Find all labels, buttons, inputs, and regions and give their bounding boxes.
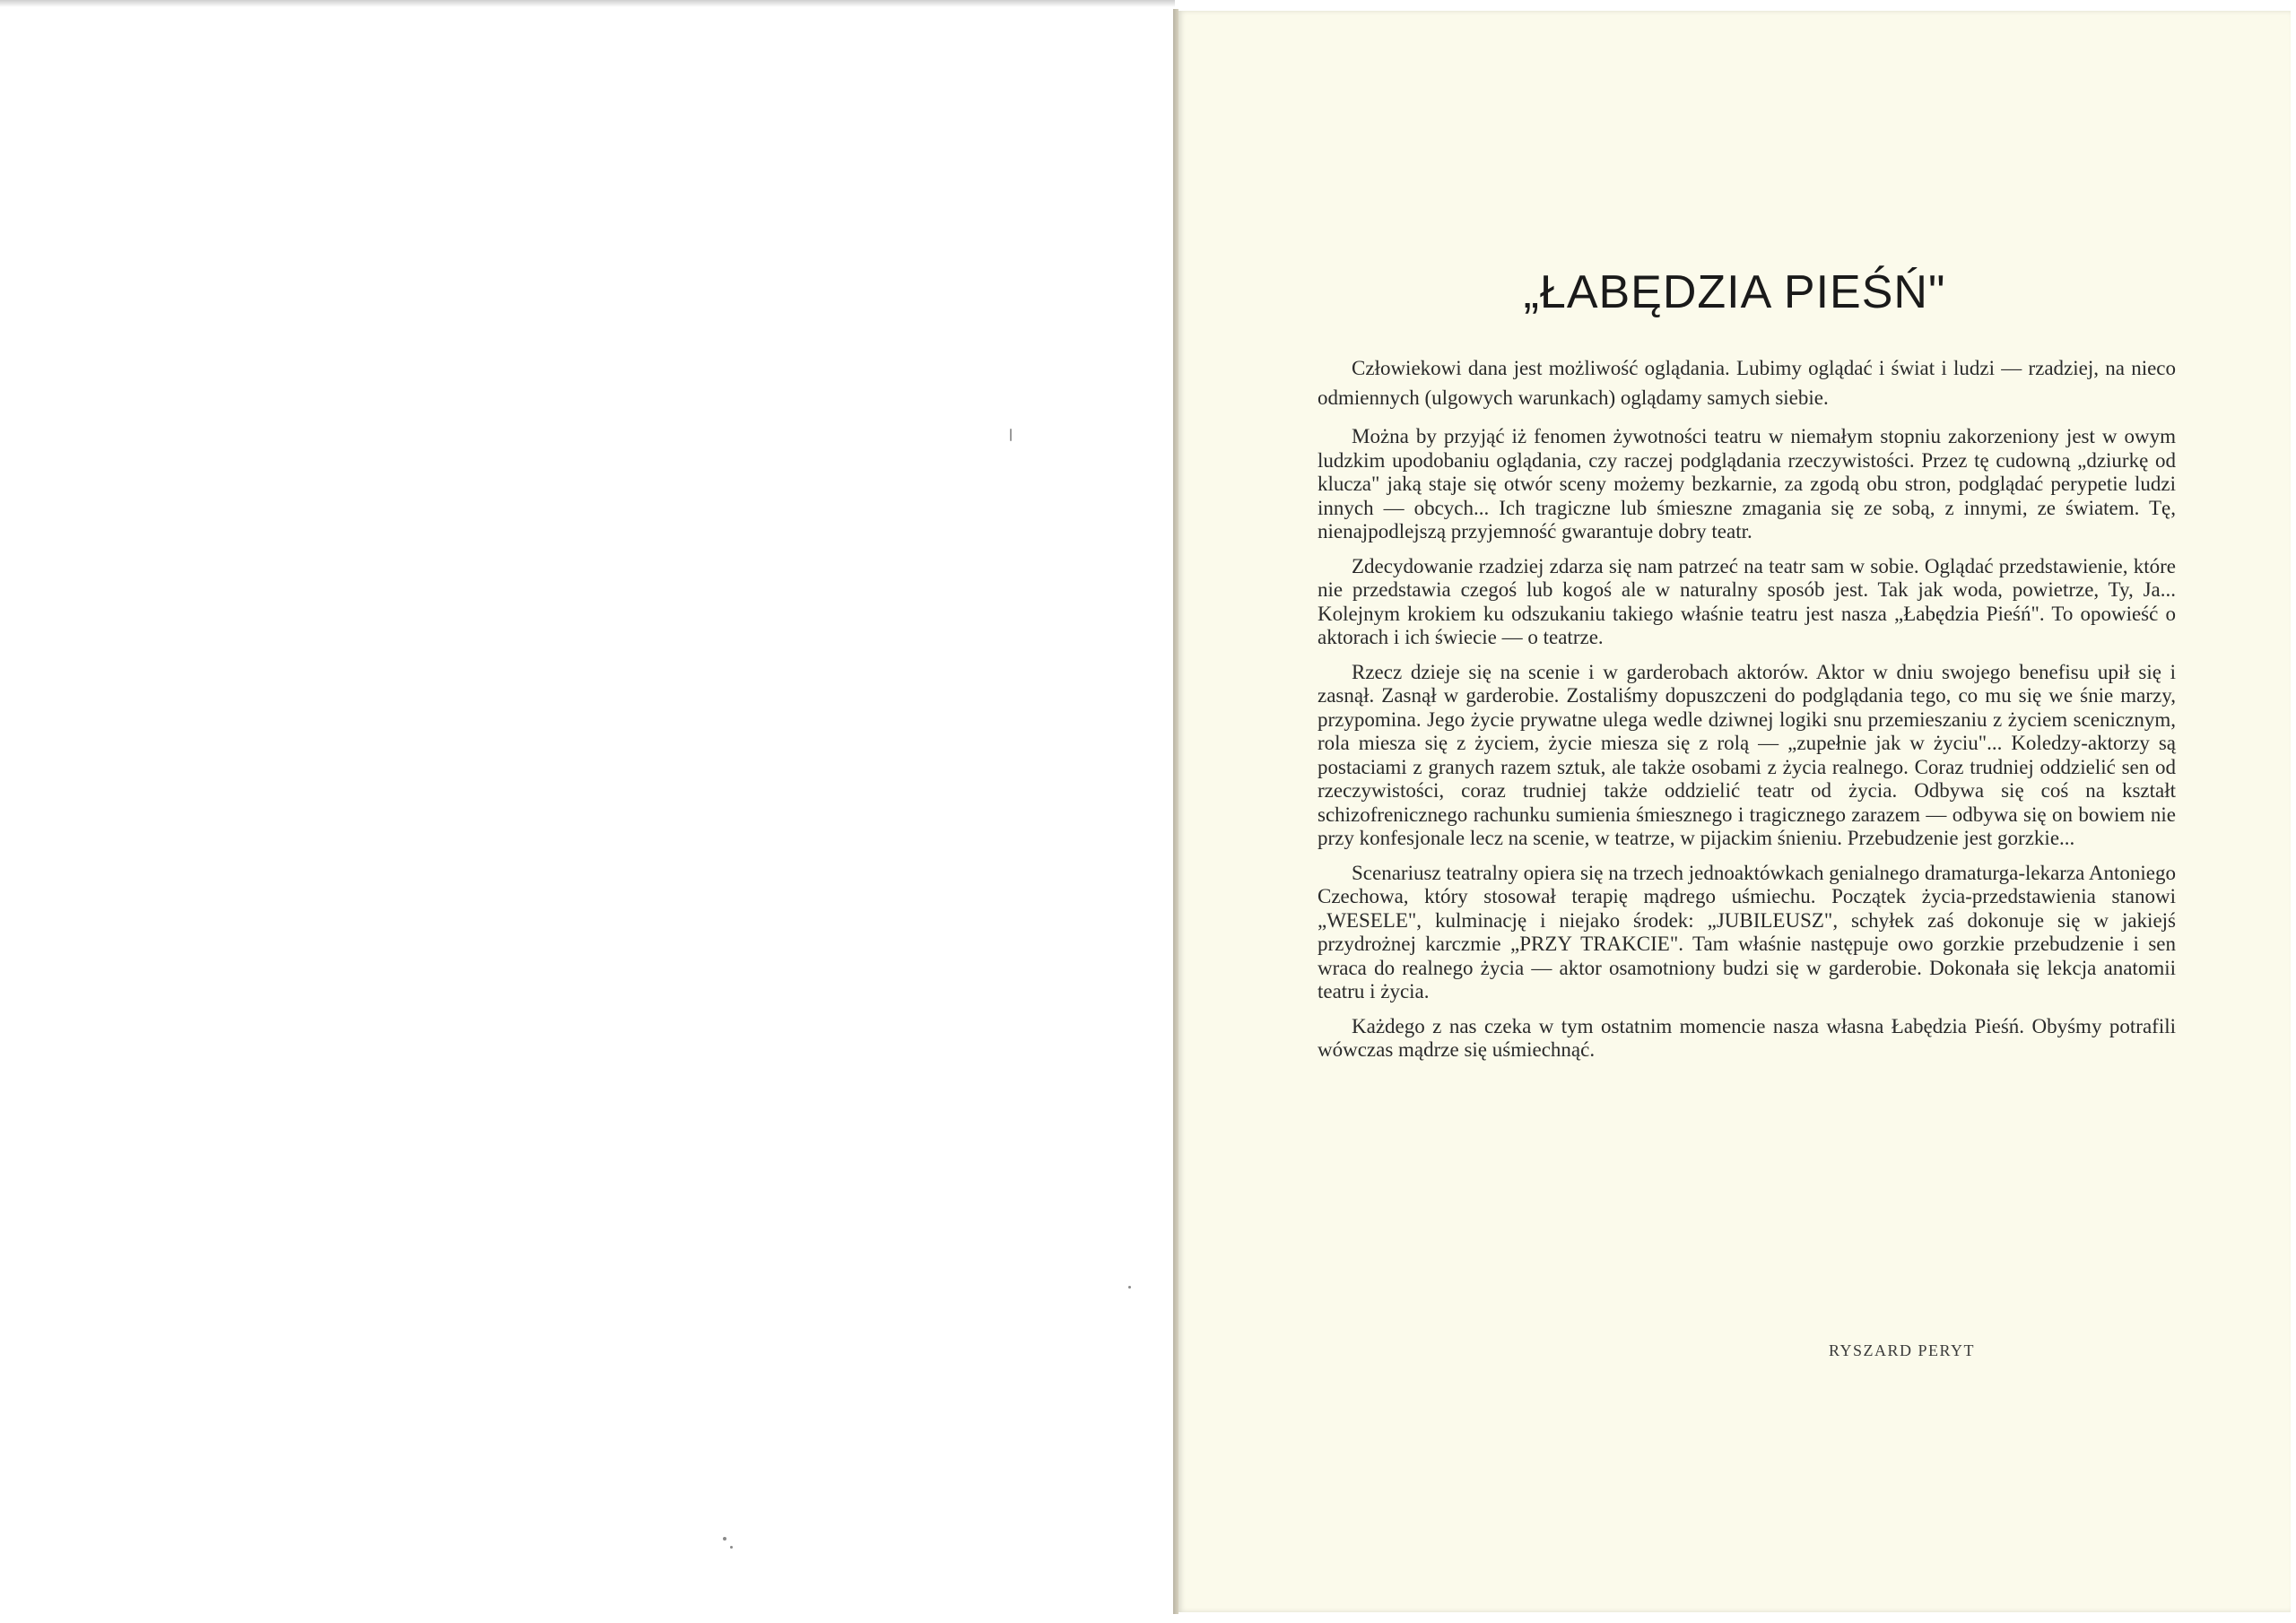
dust-speck	[1010, 429, 1012, 441]
paragraph: Rzecz dzieje się na scenie i w garderobach aktorów. Aktor w dniu swojego benefisu upił się i zasnął. Zasnął w garderobie. Zostaliśmy dopuszczeni do podglądania tego, co mu się we śnie marzy, przypomina. Jego życie prywatne ulega wedle dziwnej logiki snu przemieszaniu z życiem scenicznym, rola miesza się z życiem, życie miesza się z rolą — „zupełnie jak w życiu"... Koledzy-aktorzy są postaciami z granych razem sztuk, ale także osobami z życia realnego. Coraz trudniej oddzielić sen od rzeczywistości, coraz trudniej także oddzielić teatr od życia. Odbywa się coś na kształt schizofrenicznego rachunku sumienia śmiesznego i tragicznego zarazem — odbywa się on bowiem nie przy konfesjonale lecz na scenie, w teatrze, w pijackim śnieniu. Przebudzenie jest gorzkie...	[1318, 660, 2176, 849]
page-title: „ŁABĘDZIA PIEŚŃ"	[1523, 266, 1946, 318]
body-text	[1318, 353, 2176, 1073]
paragraph: Można by przyjąć iż fenomen żywotności teatru w niemałym stopniu zakorzeniony jest w owym ludzkim upodobaniu oglądania, czy raczej podglądania rzeczywistości. Przez tę cudowną „dziurkę od klucza" jaką staje się otwór sceny możemy bezkarnie, za zgodą obu stron, podglądać perypetie ludzi innych — obcych... Ich tragiczne lub śmieszne zmagania się ze sobą, z innymi, ze światem. Tę, nienajpodlejszą przyjemność gwarantuje dobry teatr.	[1318, 425, 2176, 542]
paragraph: Każdego z nas czeka w tym ostatnim momencie nasza własna Łabędzia Pieśń. Obyśmy potrafili wówczas mądrze się uśmiechnąć.	[1318, 1014, 2176, 1061]
author-signature: RYSZARD PERYT	[1829, 1341, 1976, 1359]
right-text-page	[1178, 11, 2291, 1612]
paragraph: Scenariusz teatralny opiera się na trzech jednoaktówkach genialnego dramaturga-lekarza Antoniego Czechowa, który stosował terapię mądrego uśmiechu. Początek życia-przedstawienia stanowi „WESELE", kulminację i niejako środek: „JUBILEUSZ", schyłek zaś dokonuje się w jakiejś przydrożnej karczmie „PRZY TRAKCIE". Tam właśnie następuje owo gorzkie przebudzenie i sen wraca do realnego życia — aktor osamotniony budzi się w garderobie. Dokonała się lekcja anatomii teatru i życia.	[1318, 861, 2176, 1002]
paragraph: Człowiekowi dana jest możliwość oglądania. Lubimy oglądać i świat i ludzi — rzadziej, na nieco odmiennych (ulgowych warunkach) oglądamy samych siebie.	[1318, 357, 2176, 409]
dust-speck	[730, 1546, 733, 1549]
left-blank-page	[0, 7, 1173, 1623]
scan-right-edge	[2291, 0, 2296, 1623]
dust-speck	[723, 1537, 726, 1541]
dust-speck	[1128, 1286, 1131, 1289]
paragraph: Zdecydowanie rzadziej zdarza się nam patrzeć na teatr sam w sobie. Oglądać przedstawienie, które nie przedstawia czegoś lub kogoś ale w naturalny sposób jest. Tak jak woda, powietrze, Ty, Ja... Kolejnym krokiem ku odszukaniu takiego właśnie teatru jest nasza „Łabędzia Pieśń". To opowieść o aktorach i ich świecie — o teatrze.	[1318, 554, 2176, 648]
scan-top-edge	[0, 0, 1175, 7]
